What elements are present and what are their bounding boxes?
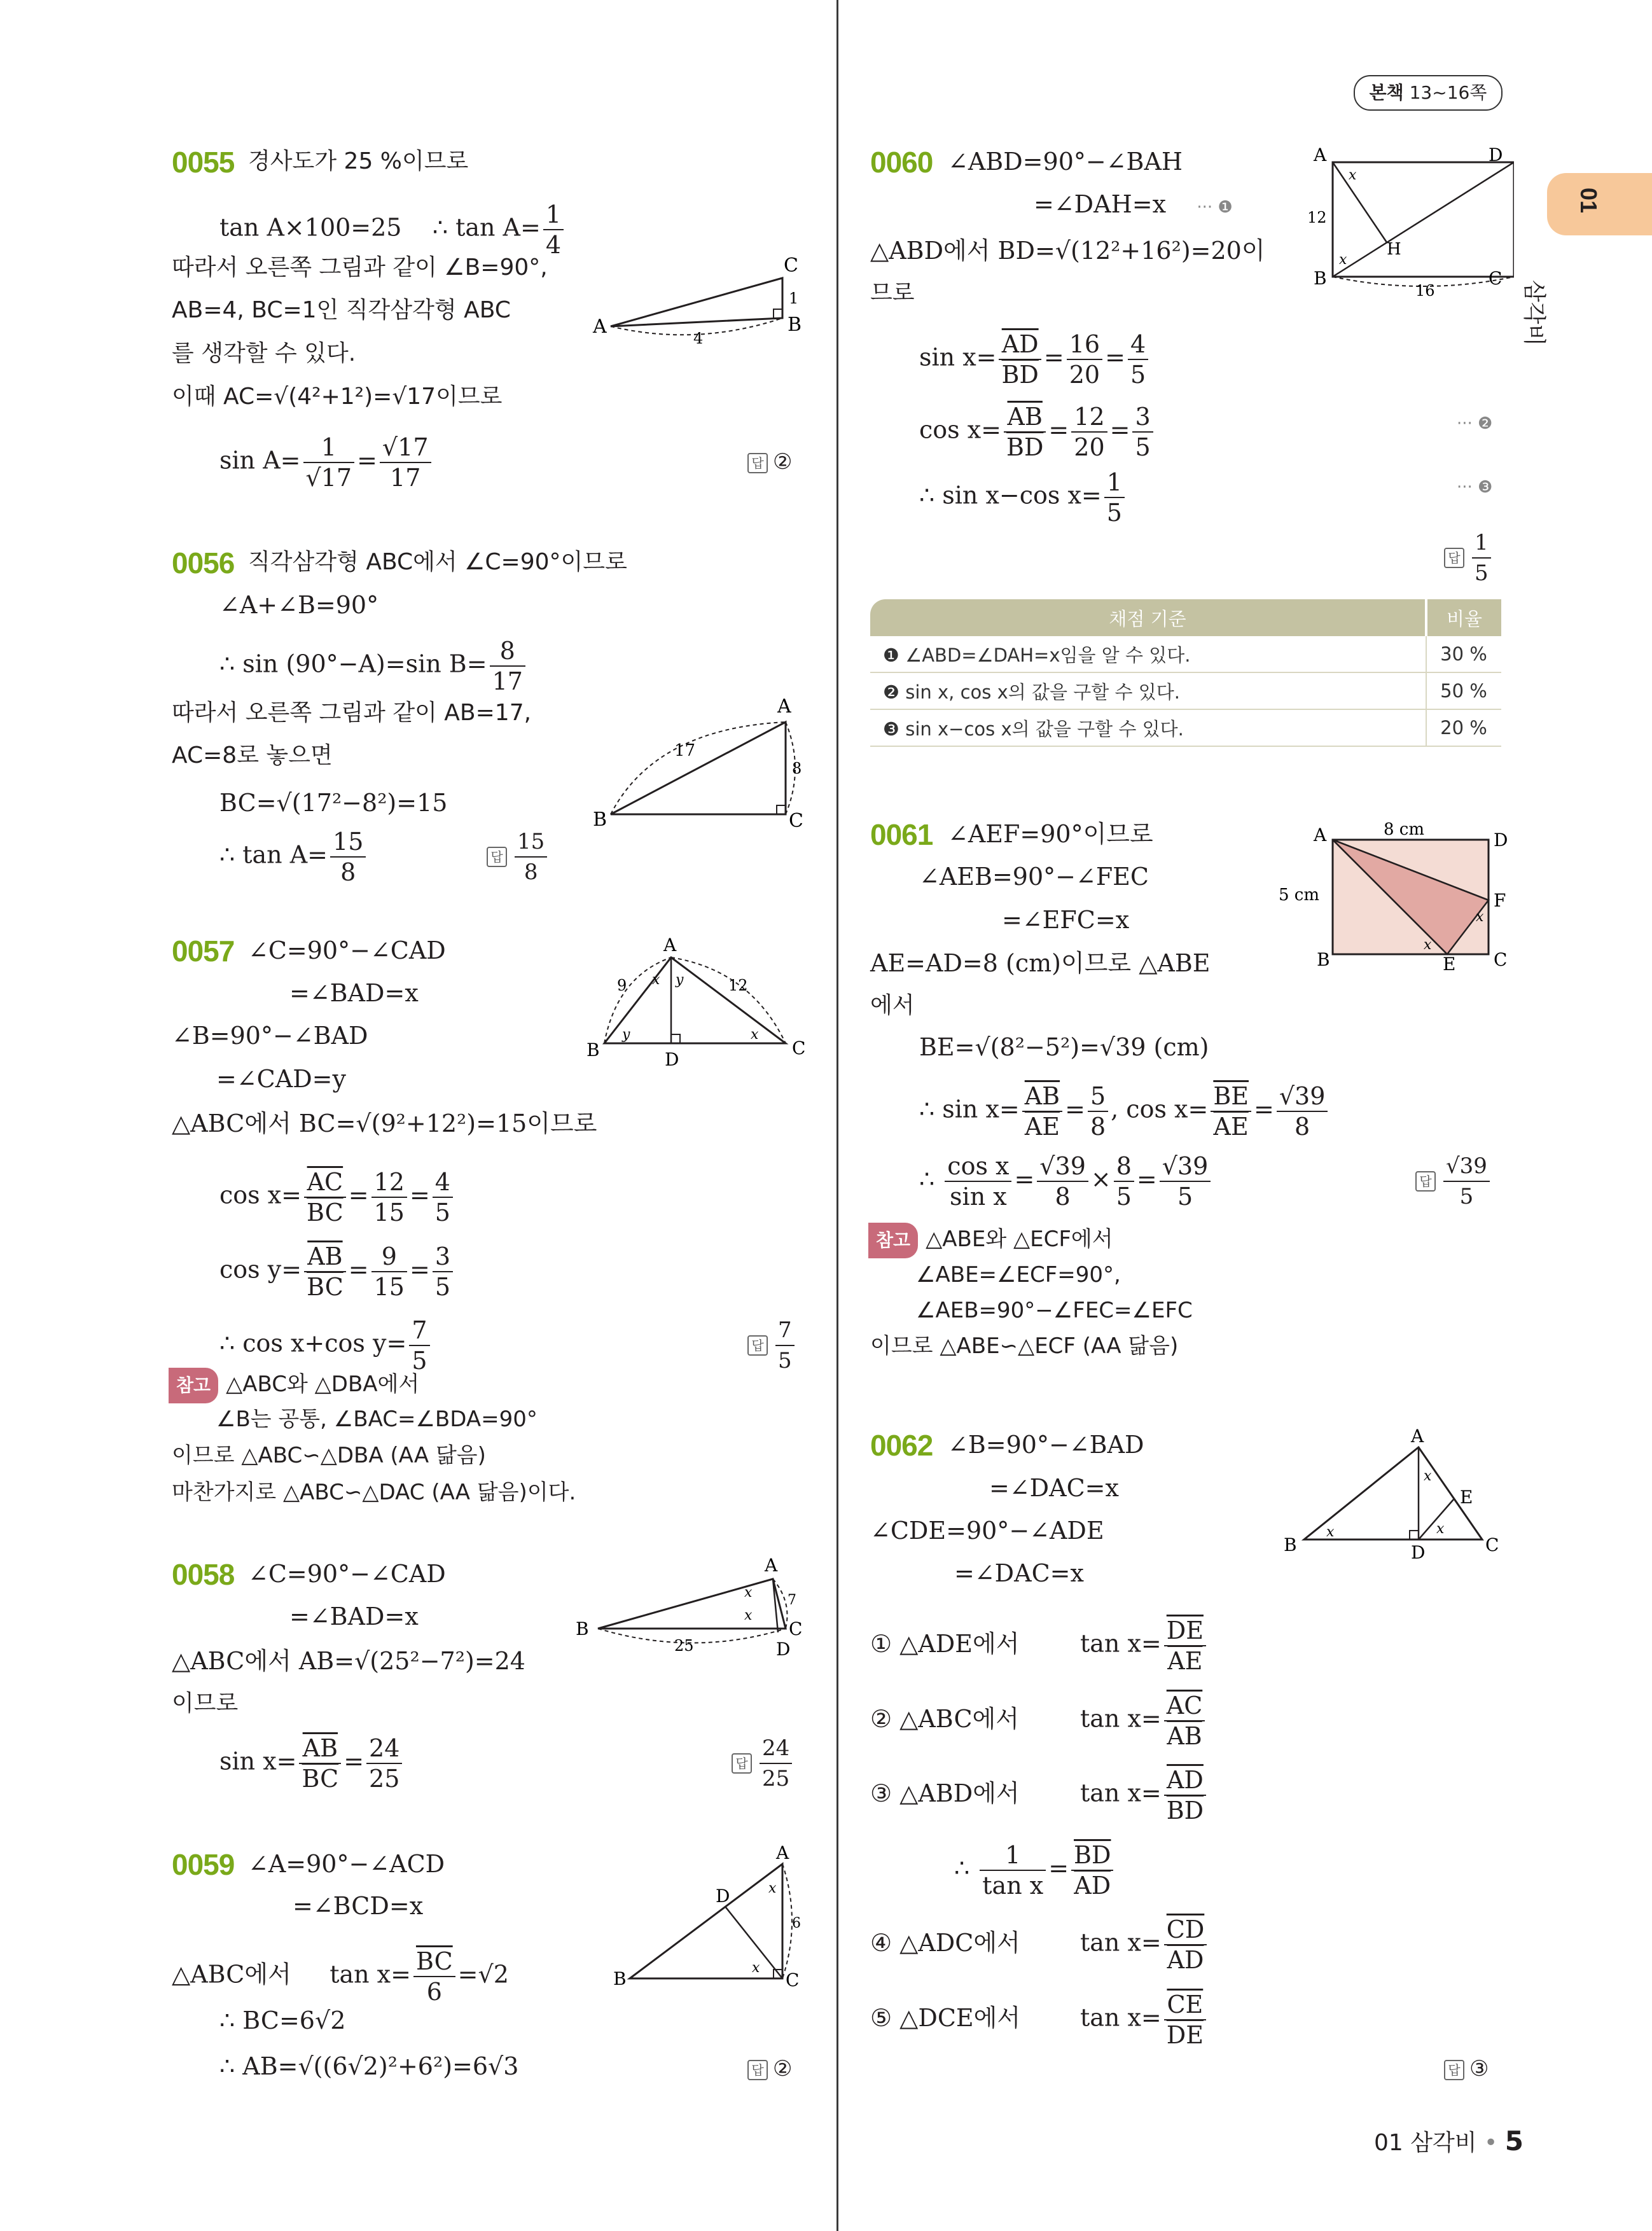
label-x: x — [652, 972, 660, 988]
label-A: A — [663, 935, 677, 956]
answer: 답 $\frac{7}{5}$ — [747, 1316, 797, 1375]
answer-icon: 답 — [747, 1335, 768, 1356]
figure-0060 — [1304, 143, 1514, 299]
label-D: D — [776, 1639, 791, 1660]
label-AB: 12 — [1307, 209, 1327, 226]
label-C: C — [789, 1618, 803, 1639]
problem-number: 0059 — [172, 1848, 235, 1881]
label-x3: x — [1436, 1521, 1445, 1537]
choice-line: ∴ $\frac{1}{\text{tan x}}$ = $\frac{\overline{BD}}{AD}$ — [954, 1840, 1116, 1900]
label-B: B — [788, 314, 802, 336]
figure-0056 — [585, 693, 814, 840]
text-line: =∠BAD=x — [289, 1602, 419, 1630]
note-line: 참고 △ABC와 △DBA에서 — [169, 1368, 419, 1403]
label-AC: 8 — [792, 760, 802, 777]
text-line: ∴ AB=√((6√2)²+6²)=6√3 — [219, 2052, 519, 2080]
label-D: D — [1411, 1542, 1426, 1563]
problem-number: 0058 — [172, 1558, 235, 1591]
text-line: AE=AD=8 (cm)이므로 △ABE — [870, 949, 1211, 977]
text-line: =∠EFC=x — [1002, 906, 1130, 934]
text-line: ∴ BC=6√2 — [219, 2006, 346, 2034]
text-line: 이므로 — [172, 1690, 239, 1716]
page-range-badge — [1354, 75, 1503, 111]
chapter-side-tab — [1547, 173, 1652, 235]
text-line: 직각삼각형 ABC에서 ∠C=90°이므로 — [248, 549, 627, 575]
note-line: 이므로 △ABE∽△ECF (AA 닮음) — [870, 1333, 1179, 1359]
text-line: ∠C=90°−∠CAD — [248, 1560, 446, 1588]
label-y: y — [676, 972, 684, 988]
text-line: =∠BAD=x — [289, 979, 419, 1007]
answer-icon: 답 — [1444, 548, 1464, 568]
table-header: 비율 — [1426, 599, 1501, 636]
answer-icon: 답 — [732, 1753, 752, 1774]
label-A: A — [776, 1845, 789, 1863]
label-C: C — [1494, 949, 1508, 970]
label-A: A — [593, 316, 607, 338]
problem-number: 0062 — [870, 1429, 933, 1462]
label-D: D — [1494, 830, 1508, 851]
text-line: △ABC에서 BC=√(9²+12²)=15이므로 — [172, 1109, 597, 1137]
answer: 답 ② — [747, 445, 792, 478]
text-line: AB=4, BC=1인 직각삼각형 ABC — [172, 297, 511, 323]
badge-label: 본책 — [1369, 82, 1404, 103]
label-E: E — [1443, 954, 1456, 973]
label-AB: 9 — [617, 976, 627, 994]
label-B: B — [576, 1618, 589, 1639]
label-A: A — [1314, 144, 1327, 165]
problem-number: 0057 — [172, 935, 235, 968]
answer: 답 $\frac{15}{8}$ — [487, 827, 550, 887]
side-tab-label: 삼각비 — [1521, 280, 1547, 347]
figure-0061 — [1279, 817, 1514, 973]
problem-number: 0055 — [172, 146, 235, 179]
label-BC: 1 — [789, 289, 799, 307]
text-line: =∠DAH=x ··· ❶ — [1034, 190, 1233, 218]
table-row: ❸ sin x−cos x의 값을 구할 수 있다. 20 % — [870, 709, 1501, 746]
note-tag: 참고 — [868, 1223, 918, 1258]
answer: 답 $\frac{√39}{5}$ — [1415, 1151, 1492, 1211]
figure-0062 — [1279, 1428, 1514, 1565]
label-C: C — [789, 810, 803, 832]
label-D: D — [1489, 144, 1503, 165]
label-F: F — [1494, 890, 1506, 911]
choice-line: ④ △ADC에서 tan x= $\frac{\overline{CD}}{AD}$ — [870, 1915, 1209, 1975]
formula-line: ∴ tan A= $\frac{15}{8}$ — [219, 827, 368, 887]
text-line: △ABD에서 BD=√(12²+16²)=20이 — [870, 237, 1265, 265]
table-row: ❷ sin x, cos x의 값을 구할 수 있다. 50 % — [870, 672, 1501, 709]
answer: 답 $\frac{24}{25}$ — [732, 1734, 795, 1793]
text-line: ∠ABD=90°−∠BAH — [948, 148, 1183, 176]
text-line: ∠B=90°−∠BAD — [948, 1431, 1144, 1459]
text-line: =∠DAC=x — [954, 1559, 1084, 1587]
note-line: 이므로 △ABC∽△DBA (AA 닮음) — [172, 1443, 486, 1468]
label-x2: x — [1339, 252, 1347, 268]
step-marker: ··· ❶ — [1197, 198, 1233, 217]
choice-line: ③ △ABD에서 tan x= $\frac{\overline{AD}}{BD}$ — [870, 1765, 1209, 1825]
text-line: △ABC에서 AB=√(25²−7²)=24 — [172, 1647, 525, 1675]
label-D: D — [665, 1049, 679, 1069]
label-A: A — [1314, 824, 1327, 845]
label-C: C — [792, 1038, 806, 1059]
formula-line: sin x= $\frac{\overline{AB}}{BC}$ = $\frac{24}{25}$ — [219, 1734, 405, 1793]
text-line: 에서 — [870, 992, 915, 1018]
formula-line: cos y= $\frac{\overline{AB}}{BC}$ = $\frac{9}{15}$ = $\frac{3}{5}$ — [219, 1242, 455, 1302]
label-A: A — [765, 1555, 778, 1576]
label-B: B — [1314, 268, 1327, 289]
page-footer: 01 삼각비 • 5 — [1374, 2125, 1524, 2157]
text-line: 이때 AC=√(4²+1²)=√17이므로 — [172, 384, 503, 410]
problem-number: 0056 — [172, 546, 235, 580]
text-line: ∠B=90°−∠BAD — [172, 1022, 368, 1050]
text-line: tan A×100=25 ∴ tan A= $\frac{1}{4}$ — [219, 200, 566, 260]
answer: 답 $\frac{1}{5}$ — [1444, 528, 1494, 588]
step-marker: ··· ❷ — [1457, 414, 1493, 433]
label-x: x — [1349, 167, 1357, 183]
note-line: 마찬가지로 △ABC∽△DAC (AA 닮음)이다. — [172, 1480, 576, 1505]
text-line: AC=8로 놓으면 — [172, 742, 333, 768]
label-H: H — [1387, 240, 1401, 259]
formula-line: sin A= $\frac{1}{√17}$ = $\frac{√17}{17}$ — [219, 433, 434, 492]
problem-number: 0060 — [870, 146, 933, 179]
table-row: ❶ ∠ABD=∠DAH=x임을 알 수 있다. 30 % — [870, 636, 1501, 672]
scoring-table — [870, 599, 1501, 747]
label-AD: 8 cm — [1384, 820, 1425, 839]
answer: 답 ② — [747, 2052, 792, 2085]
label-AB: 5 cm — [1279, 886, 1320, 905]
label-x: x — [1424, 937, 1432, 953]
figure-0059 — [604, 1845, 821, 1998]
text-line: =∠CAD=y — [216, 1065, 346, 1093]
label-BC: 16 — [1415, 282, 1435, 299]
column-divider — [836, 0, 838, 2231]
label-AC: 12 — [728, 976, 748, 994]
formula-line: cos x= $\frac{\overline{AB}}{BD}$ = $\frac{12}{20}$ = $\frac{3}{5}$ — [919, 402, 1156, 462]
text-line: =∠DAC=x — [989, 1474, 1119, 1502]
label-AC: 6 — [792, 1915, 801, 1931]
note-tag: 참고 — [169, 1368, 218, 1403]
text-line: ∠AEF=90°이므로 — [948, 820, 1153, 848]
table-header: 채점 기준 — [870, 599, 1426, 636]
formula-line: ∴ sin x= $\frac{\overline{AB}}{AE}$ = $\frac{5}{8}$ , cos x= $\frac{\overline{BE}}{AE}$ = $\frac{√39}{8}$ — [919, 1081, 1330, 1141]
label-AB: 4 — [693, 330, 704, 347]
answer-icon: 답 — [487, 847, 507, 867]
label-y2: y — [622, 1027, 630, 1043]
answer-icon: 답 — [747, 2060, 768, 2080]
label-C: C — [784, 254, 798, 277]
text-line: ∠AEB=90°−∠FEC — [919, 863, 1149, 891]
label-BC: 25 — [674, 1637, 694, 1655]
label-C: C — [786, 1970, 800, 1991]
label-B: B — [1284, 1534, 1297, 1555]
footer-chapter: 01 삼각비 — [1374, 2130, 1477, 2156]
answer: 답 ③ — [1444, 2052, 1489, 2085]
text-line: 따라서 오른쪽 그림과 같이 AB=17, — [172, 700, 532, 726]
label-x2: x — [744, 1608, 753, 1623]
side-tab-number: 01 — [1576, 187, 1602, 214]
formula-line: ∴ sin (90°−A)=sin B= $\frac{8}{17}$ — [219, 636, 528, 696]
note-line: ∠B는 공통, ∠BAC=∠BDA=90° — [216, 1407, 538, 1432]
label-B: B — [593, 809, 607, 831]
text-line: =∠BCD=x — [293, 1892, 424, 1920]
label-x: x — [768, 1880, 777, 1896]
label-D: D — [716, 1886, 730, 1907]
label-A: A — [1411, 1428, 1424, 1447]
step-marker: ··· ❸ — [1457, 478, 1493, 497]
label-x2: x — [752, 1960, 760, 1976]
formula-line: ∴ cos x+cos y= $\frac{7}{5}$ — [219, 1316, 433, 1375]
badge-pages: 13~16쪽 — [1409, 82, 1487, 103]
formula-line: sin x= $\frac{\overline{AD}}{BD}$ = $\frac{16}{20}$ = $\frac{4}{5}$ — [919, 330, 1151, 389]
formula-line: ∴ $\frac{\text{cos x}}{\text{sin x}}$ = $\frac{√39}{8}$ × $\frac{8}{5}$ = $\frac{√39}{5}$ — [919, 1151, 1213, 1211]
note-line: ∠ABE=∠ECF=90°, — [916, 1262, 1121, 1288]
label-AC: 7 — [788, 1592, 796, 1608]
label-C: C — [1485, 1534, 1499, 1555]
formula-line: cos x= $\frac{\overline{AC}}{BC}$ = $\frac{12}{15}$ = $\frac{4}{5}$ — [219, 1167, 455, 1227]
footer-page-number: 5 — [1504, 2125, 1524, 2157]
formula-line: △ABC에서 tan x= $\frac{\overline{BC}}{6}$ =√2 — [172, 1947, 509, 2006]
label-x: x — [1424, 1468, 1432, 1484]
text-line: 경사도가 25 %이므로 — [248, 148, 469, 174]
label-A: A — [777, 695, 791, 718]
answer-icon: 답 — [747, 453, 768, 473]
label-x2: x — [1326, 1524, 1335, 1540]
text-line: 므로 — [870, 280, 915, 306]
text-line: BE=√(8²−5²)=√39 (cm) — [919, 1033, 1209, 1061]
figure-0055 — [585, 251, 814, 347]
text-line: 를 생각할 수 있다. — [172, 340, 356, 366]
label-E: E — [1460, 1487, 1473, 1508]
label-B: B — [587, 1039, 600, 1060]
answer-icon: 답 — [1415, 1171, 1436, 1192]
answer-icon: 답 — [1444, 2060, 1464, 2080]
text-line: BC=√(17²−8²)=15 — [219, 789, 448, 817]
text-line: ∠C=90°−∠CAD — [248, 936, 446, 964]
problem-number: 0061 — [870, 818, 933, 851]
choice-line: ② △ABC에서 tan x= $\frac{\overline{AC}}{AB}$ — [870, 1691, 1207, 1751]
label-AB: 17 — [674, 741, 696, 760]
formula-line: ∴ sin x−cos x= $\frac{1}{5}$ — [919, 468, 1127, 527]
note-line: ∠AEB=90°−∠FEC=∠EFC — [916, 1298, 1193, 1323]
label-B: B — [613, 1968, 627, 1989]
text-line: ∠A+∠B=90° — [219, 591, 379, 619]
text-line: 따라서 오른쪽 그림과 같이 ∠B=90°, — [172, 254, 548, 281]
label-x2: x — [1476, 909, 1484, 925]
note-line: 참고 △ABE와 △ECF에서 — [868, 1223, 1113, 1258]
figure-0058 — [573, 1552, 821, 1660]
label-x: x — [744, 1585, 753, 1601]
choice-line: ⑤ △DCE에서 tan x= $\frac{\overline{CE}}{DE}$ — [870, 1990, 1209, 2050]
label-x2: x — [751, 1027, 759, 1043]
text-line: ∠A=90°−∠ACD — [248, 1850, 445, 1878]
text-line: ∠CDE=90°−∠ADE — [870, 1517, 1104, 1545]
label-B: B — [1317, 949, 1330, 970]
figure-0057 — [579, 932, 821, 1069]
choice-line: ① △ADE에서 tan x= $\frac{\overline{DE}}{AE}$ — [870, 1616, 1209, 1676]
label-C: C — [1489, 268, 1503, 289]
